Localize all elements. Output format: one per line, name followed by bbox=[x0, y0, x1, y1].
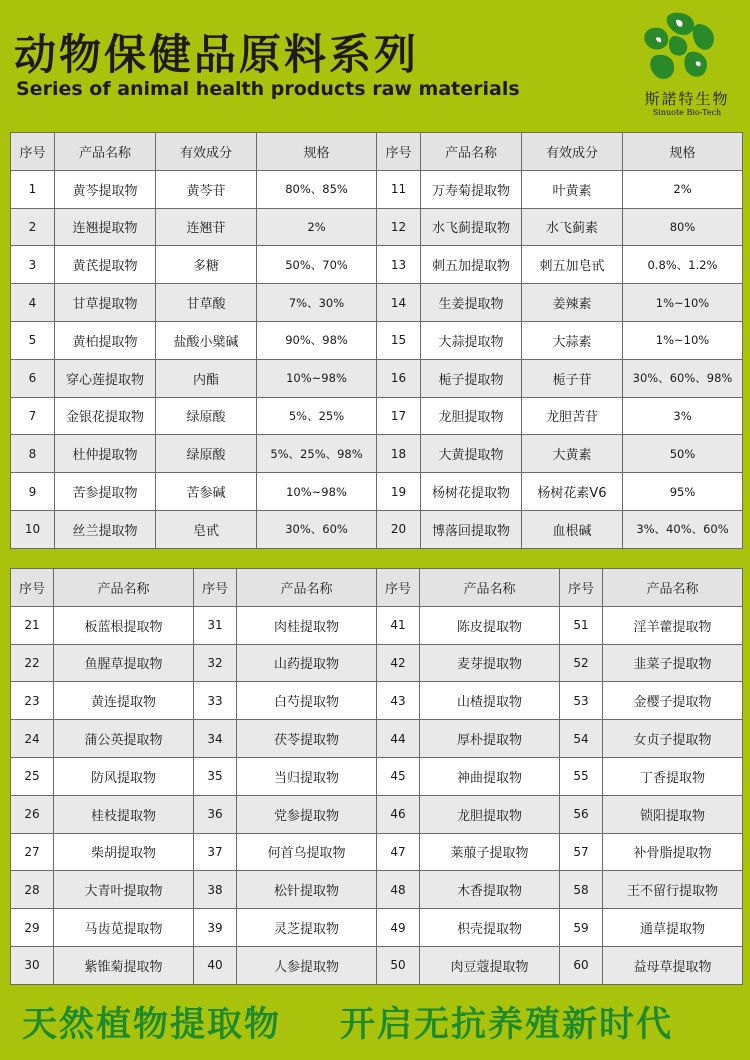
table-cell: 紫锥菊提取物 bbox=[54, 946, 194, 984]
table-row bbox=[11, 246, 743, 284]
table-cell: 鱼腥草提取物 bbox=[54, 644, 194, 682]
table-cell: 龙胆苦苷 bbox=[522, 397, 623, 435]
table-cell: 5%、25% bbox=[257, 397, 377, 435]
table-cell: 49 bbox=[377, 909, 420, 947]
table-header-row bbox=[11, 133, 743, 171]
table-cell: 3% bbox=[623, 397, 743, 435]
column-header: 有效成分 bbox=[522, 133, 623, 171]
table-cell: 白芍提取物 bbox=[237, 682, 377, 720]
table-cell: 防风提取物 bbox=[54, 757, 194, 795]
table-cell: 龙胆提取物 bbox=[421, 397, 522, 435]
table-row bbox=[11, 871, 743, 909]
table-cell: 26 bbox=[11, 795, 54, 833]
table-cell: 黄柏提取物 bbox=[55, 321, 156, 359]
table-cell: 苦参碱 bbox=[156, 473, 257, 511]
table-cell: 31 bbox=[194, 606, 237, 644]
table-cell: 3%、40%、60% bbox=[623, 510, 743, 548]
table-cell: 8 bbox=[11, 435, 55, 473]
table-cell: 黄连提取物 bbox=[54, 682, 194, 720]
company-logo bbox=[628, 10, 746, 118]
table-cell: 9 bbox=[11, 473, 55, 511]
table-cell: 15 bbox=[377, 321, 421, 359]
table-cell: 28 bbox=[11, 871, 54, 909]
table-cell: 生姜提取物 bbox=[421, 284, 522, 322]
table-cell: 10%~98% bbox=[257, 473, 377, 511]
table-cell: 90%、98% bbox=[257, 321, 377, 359]
table-cell: 2% bbox=[623, 170, 743, 208]
header bbox=[0, 0, 750, 118]
table-cell: 栀子提取物 bbox=[421, 359, 522, 397]
logo-name-cn: 斯諾特生物 bbox=[644, 90, 730, 108]
table-cell: 36 bbox=[194, 795, 237, 833]
slogan-right: 开启无抗养殖新时代 bbox=[340, 1005, 674, 1045]
table-cell: 45 bbox=[377, 757, 420, 795]
table-cell: 厚朴提取物 bbox=[420, 720, 560, 758]
table-cell: 57 bbox=[560, 833, 603, 871]
table-cell: 80% bbox=[623, 208, 743, 246]
table-cell: 绿原酸 bbox=[156, 397, 257, 435]
table-cell: 39 bbox=[194, 909, 237, 947]
table-cell: 柴胡提取物 bbox=[54, 833, 194, 871]
table-cell: 内酯 bbox=[156, 359, 257, 397]
table-row bbox=[11, 359, 743, 397]
table-cell: 穿心莲提取物 bbox=[55, 359, 156, 397]
table-cell: 1%~10% bbox=[623, 284, 743, 322]
table-cell: 神曲提取物 bbox=[420, 757, 560, 795]
column-header: 产品名称 bbox=[603, 569, 743, 607]
column-header: 产品名称 bbox=[237, 569, 377, 607]
table-cell: 龙胆提取物 bbox=[420, 795, 560, 833]
table-cell: 盐酸小檗碱 bbox=[156, 321, 257, 359]
table-cell: 22 bbox=[11, 644, 54, 682]
table-cell: 3 bbox=[11, 246, 55, 284]
table-cell: 多糖 bbox=[156, 246, 257, 284]
table-row bbox=[11, 284, 743, 322]
table-cell: 7%、30% bbox=[257, 284, 377, 322]
table-cell: 博落回提取物 bbox=[421, 510, 522, 548]
table-cell: 益母草提取物 bbox=[603, 946, 743, 984]
table-cell: 95% bbox=[623, 473, 743, 511]
table-row bbox=[11, 397, 743, 435]
table-cell: 血根碱 bbox=[522, 510, 623, 548]
table-cell: 山楂提取物 bbox=[420, 682, 560, 720]
table-header-row bbox=[11, 569, 743, 607]
column-header: 序号 bbox=[194, 569, 237, 607]
table-cell: 马齿苋提取物 bbox=[54, 909, 194, 947]
table-cell: 5 bbox=[11, 321, 55, 359]
table-cell: 连翘苷 bbox=[156, 208, 257, 246]
table-cell: 蒲公英提取物 bbox=[54, 720, 194, 758]
column-header: 有效成分 bbox=[156, 133, 257, 171]
table-cell: 甘草提取物 bbox=[55, 284, 156, 322]
table-cell: 52 bbox=[560, 644, 603, 682]
table-cell: 20 bbox=[377, 510, 421, 548]
table-cell: 27 bbox=[11, 833, 54, 871]
table-cell: 叶黄素 bbox=[522, 170, 623, 208]
table-cell: 2 bbox=[11, 208, 55, 246]
table-cell: 丁香提取物 bbox=[603, 757, 743, 795]
table-cell: 56 bbox=[560, 795, 603, 833]
table-cell: 33 bbox=[194, 682, 237, 720]
table-cell: 17 bbox=[377, 397, 421, 435]
table-cell: 10 bbox=[11, 510, 55, 548]
table-cell: 2% bbox=[257, 208, 377, 246]
table-cell: 80%、85% bbox=[257, 170, 377, 208]
table-cell: 6 bbox=[11, 359, 55, 397]
table-cell: 连翘提取物 bbox=[55, 208, 156, 246]
table-cell: 55 bbox=[560, 757, 603, 795]
table-cell: 32 bbox=[194, 644, 237, 682]
table-cell: 肉豆蔻提取物 bbox=[420, 946, 560, 984]
table-cell: 肉桂提取物 bbox=[237, 606, 377, 644]
table-cell: 金银花提取物 bbox=[55, 397, 156, 435]
table-cell: 皂甙 bbox=[156, 510, 257, 548]
table-cell: 7 bbox=[11, 397, 55, 435]
table-row bbox=[11, 757, 743, 795]
table-row bbox=[11, 644, 743, 682]
table-cell: 50 bbox=[377, 946, 420, 984]
table-cell: 0.8%、1.2% bbox=[623, 246, 743, 284]
table-cell: 淫羊藿提取物 bbox=[603, 606, 743, 644]
table-cell: 13 bbox=[377, 246, 421, 284]
table-cell: 14 bbox=[377, 284, 421, 322]
table-cell: 1 bbox=[11, 170, 55, 208]
table-cell: 29 bbox=[11, 909, 54, 947]
table-cell: 通草提取物 bbox=[603, 909, 743, 947]
table-cell: 大蒜素 bbox=[522, 321, 623, 359]
table-cell: 1%~10% bbox=[623, 321, 743, 359]
table-cell: 莱菔子提取物 bbox=[420, 833, 560, 871]
table-cell: 58 bbox=[560, 871, 603, 909]
table-cell: 桂枝提取物 bbox=[54, 795, 194, 833]
table-cell: 补骨脂提取物 bbox=[603, 833, 743, 871]
table-cell: 23 bbox=[11, 682, 54, 720]
table-cell: 甘草酸 bbox=[156, 284, 257, 322]
table-cell: 38 bbox=[194, 871, 237, 909]
table-cell: 人参提取物 bbox=[237, 946, 377, 984]
table-cell: 51 bbox=[560, 606, 603, 644]
column-header: 产品名称 bbox=[421, 133, 522, 171]
table-cell: 50%、70% bbox=[257, 246, 377, 284]
table-cell: 48 bbox=[377, 871, 420, 909]
table-cell: 10%~98% bbox=[257, 359, 377, 397]
table-row bbox=[11, 720, 743, 758]
table-cell: 黄芩苷 bbox=[156, 170, 257, 208]
table-cell: 麦芽提取物 bbox=[420, 644, 560, 682]
logo-name-en: Sinuote Bio-Tech bbox=[652, 108, 722, 117]
table-cell: 60 bbox=[560, 946, 603, 984]
table-cell: 栀子苷 bbox=[522, 359, 623, 397]
slogan-left: 天然植物提取物 bbox=[22, 1005, 282, 1045]
table-cell: 杨树花提取物 bbox=[421, 473, 522, 511]
slogan bbox=[0, 995, 750, 1055]
table-cell: 43 bbox=[377, 682, 420, 720]
table-cell: 59 bbox=[560, 909, 603, 947]
leaf-cluster-logo-icon bbox=[640, 10, 720, 85]
table-cell: 黄芪提取物 bbox=[55, 246, 156, 284]
table-cell: 黄芩提取物 bbox=[55, 170, 156, 208]
table-cell: 松针提取物 bbox=[237, 871, 377, 909]
table-row bbox=[11, 795, 743, 833]
table-cell: 杨树花素V6 bbox=[522, 473, 623, 511]
table-cell: 金樱子提取物 bbox=[603, 682, 743, 720]
table-cell: 16 bbox=[377, 359, 421, 397]
table-row bbox=[11, 682, 743, 720]
table-cell: 水飞蓟提取物 bbox=[421, 208, 522, 246]
column-header: 序号 bbox=[11, 133, 55, 171]
column-header: 序号 bbox=[377, 133, 421, 171]
table-row bbox=[11, 510, 743, 548]
table-cell: 30%、60%、98% bbox=[623, 359, 743, 397]
page-subtitle: Series of animal health products raw materials bbox=[16, 78, 520, 100]
table-cell: 41 bbox=[377, 606, 420, 644]
table-cell: 53 bbox=[560, 682, 603, 720]
table-row bbox=[11, 946, 743, 984]
table-cell: 37 bbox=[194, 833, 237, 871]
table-cell: 47 bbox=[377, 833, 420, 871]
table-row bbox=[11, 435, 743, 473]
table-cell: 4 bbox=[11, 284, 55, 322]
table-cell: 12 bbox=[377, 208, 421, 246]
table-row bbox=[11, 909, 743, 947]
table-cell: 锁阳提取物 bbox=[603, 795, 743, 833]
extract-list-table bbox=[10, 568, 743, 985]
table-cell: 木香提取物 bbox=[420, 871, 560, 909]
table-row bbox=[11, 170, 743, 208]
table-cell: 当归提取物 bbox=[237, 757, 377, 795]
table-cell: 21 bbox=[11, 606, 54, 644]
table-cell: 王不留行提取物 bbox=[603, 871, 743, 909]
table-cell: 山药提取物 bbox=[237, 644, 377, 682]
table-cell: 24 bbox=[11, 720, 54, 758]
table-cell: 灵芝提取物 bbox=[237, 909, 377, 947]
table-cell: 40 bbox=[194, 946, 237, 984]
table-cell: 25 bbox=[11, 757, 54, 795]
column-header: 序号 bbox=[377, 569, 420, 607]
table-cell: 板蓝根提取物 bbox=[54, 606, 194, 644]
table-cell: 枳壳提取物 bbox=[420, 909, 560, 947]
table-cell: 万寿菊提取物 bbox=[421, 170, 522, 208]
table-row bbox=[11, 321, 743, 359]
table-cell: 54 bbox=[560, 720, 603, 758]
column-header: 产品名称 bbox=[54, 569, 194, 607]
table-cell: 30 bbox=[11, 946, 54, 984]
table-cell: 水飞蓟素 bbox=[522, 208, 623, 246]
table-row bbox=[11, 606, 743, 644]
table-cell: 42 bbox=[377, 644, 420, 682]
column-header: 规格 bbox=[623, 133, 743, 171]
table-row bbox=[11, 473, 743, 511]
table-cell: 11 bbox=[377, 170, 421, 208]
table-row bbox=[11, 208, 743, 246]
table-cell: 大青叶提取物 bbox=[54, 871, 194, 909]
column-header: 规格 bbox=[257, 133, 377, 171]
table-cell: 19 bbox=[377, 473, 421, 511]
table-cell: 何首乌提取物 bbox=[237, 833, 377, 871]
table-cell: 5%、25%、98% bbox=[257, 435, 377, 473]
table-cell: 35 bbox=[194, 757, 237, 795]
table-cell: 绿原酸 bbox=[156, 435, 257, 473]
column-header: 产品名称 bbox=[55, 133, 156, 171]
table-row bbox=[11, 833, 743, 871]
table-cell: 30%、60% bbox=[257, 510, 377, 548]
table-cell: 大黄素 bbox=[522, 435, 623, 473]
table-cell: 苦参提取物 bbox=[55, 473, 156, 511]
table-cell: 韭菜子提取物 bbox=[603, 644, 743, 682]
column-header: 序号 bbox=[560, 569, 603, 607]
table-cell: 党参提取物 bbox=[237, 795, 377, 833]
table-cell: 46 bbox=[377, 795, 420, 833]
column-header: 序号 bbox=[11, 569, 54, 607]
table-cell: 44 bbox=[377, 720, 420, 758]
table-cell: 大蒜提取物 bbox=[421, 321, 522, 359]
table-cell: 丝兰提取物 bbox=[55, 510, 156, 548]
table-cell: 茯苓提取物 bbox=[237, 720, 377, 758]
table-cell: 50% bbox=[623, 435, 743, 473]
table-cell: 陈皮提取物 bbox=[420, 606, 560, 644]
table-cell: 34 bbox=[194, 720, 237, 758]
column-header: 产品名称 bbox=[420, 569, 560, 607]
table-cell: 姜辣素 bbox=[522, 284, 623, 322]
table-cell: 女贞子提取物 bbox=[603, 720, 743, 758]
table-cell: 大黄提取物 bbox=[421, 435, 522, 473]
ingredients-spec-table bbox=[10, 132, 743, 549]
table-cell: 18 bbox=[377, 435, 421, 473]
page-title: 动物保健品原料系列 bbox=[14, 30, 420, 79]
table-cell: 杜仲提取物 bbox=[55, 435, 156, 473]
table-cell: 刺五加提取物 bbox=[421, 246, 522, 284]
table-cell: 刺五加皂甙 bbox=[522, 246, 623, 284]
